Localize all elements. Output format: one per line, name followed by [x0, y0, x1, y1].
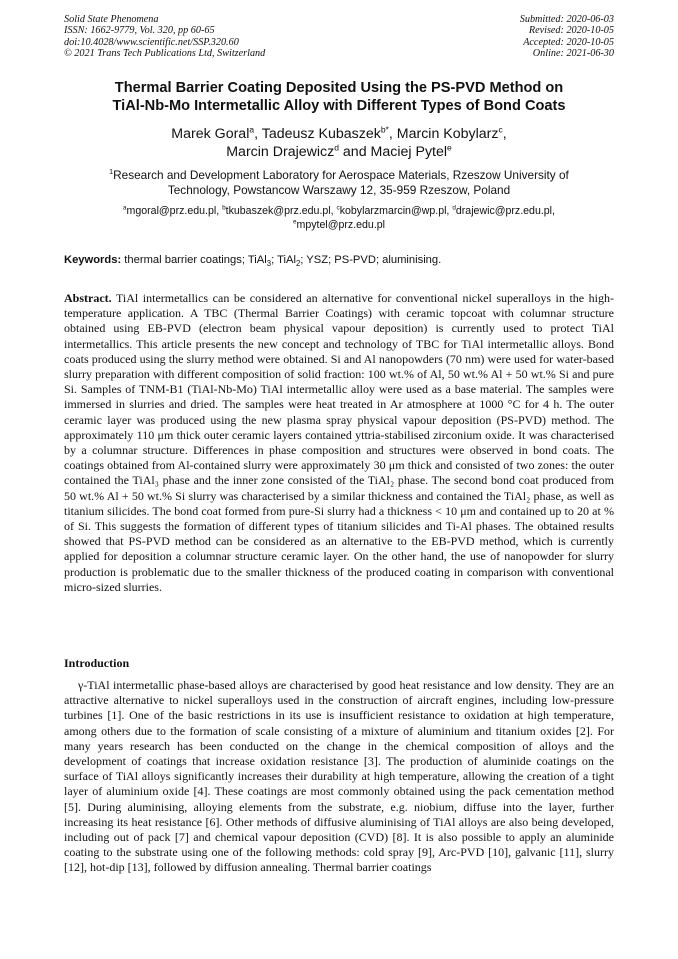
- section-heading-introduction: Introduction: [64, 656, 130, 670]
- keywords-text: ; TiAl: [271, 254, 296, 266]
- journal-copyright: © 2021 Trans Tech Publications Ltd, Switzerland: [64, 48, 266, 60]
- authors-and: and: [342, 144, 367, 160]
- author-emails: [60, 204, 618, 232]
- introduction-paragraph: γ-TiAl intermetallic phase-based alloys are characterised by good heat resistance and low density. They are an attractive alternative to nickel superalloys used in the construction of aircraft engines, including low-pressure turbines [1]. One of the basic restrictions in its use is insufficient resistance to oxidation at high temperature, among others due to the formation of scale consisting of a mixture of aluminium and titanium oxides [2]. For many years research has been conducted on the change in the chemical composition of alloys and the development of coatings that increase oxidation resistance [3]. The production of aluminide coatings on the surface of TiAl alloys significantly increases their durability at high temperature, allowing the creation of a tight layer of aluminium oxide [4]. These coatings are most commonly obtained using the pack cementation method [5]. During aluminising, alloying elements from the substrate, e.g. niobium, diffuse into the layer, further increasing its heat resistance [6]. Other methods of diffusive aluminising of TiAl alloys are also being developed, including out of pack [7] and chemical vapour deposition (CVD) [8]. It is also possible to apply an aluminide coating to the substrate using one of the following methods: cold spray [9], Arc-PVD [10], galvanic [11], slurry [12], hot-dip [13], followed by diffusion annealing. Thermal barrier coatings: [64, 678, 614, 875]
- authors-line-2: [40, 143, 638, 161]
- journal-issn: ISSN: 1662-9779, Vol. 320, pp 60-65: [64, 25, 215, 37]
- keywords-text: thermal barrier coatings; TiAl: [121, 254, 267, 266]
- author-name: Marcin Kobylarz: [396, 126, 499, 142]
- author-mark: b*: [380, 124, 389, 135]
- email-link[interactable]: mgoral@prz.edu.pl,: [126, 205, 220, 217]
- author-name: Marek Goral: [171, 126, 250, 142]
- date-revised: Revised: 2020-10-05: [528, 25, 614, 37]
- publication-dates: [520, 14, 614, 60]
- journal-info: [64, 14, 265, 60]
- journal-doi: doi:10.4028/www.scientific.net/SSP.320.60: [64, 36, 239, 48]
- author-name: Marcin Drajewicz: [226, 144, 335, 160]
- author-mark: c: [498, 124, 503, 135]
- author-mark: d: [334, 142, 339, 153]
- keywords-text: ; YSZ; PS-PVD; aluminising.: [300, 254, 442, 266]
- date-submitted: Submitted: 2020-06-03: [519, 14, 614, 25]
- abstract: [64, 291, 614, 595]
- author-name: Tadeusz Kubaszek: [261, 126, 381, 142]
- email-mark: b: [222, 204, 226, 212]
- date-accepted: Accepted: 2020-10-05: [523, 36, 614, 48]
- author-name: Maciej Pytel: [370, 144, 448, 160]
- email-mark: e: [292, 218, 297, 226]
- author-mark: a: [249, 124, 255, 135]
- email-link[interactable]: tkubaszek@prz.edu.pl,: [225, 205, 334, 217]
- journal-name: Solid State Phenomena: [64, 14, 159, 25]
- abstract-label: Abstract.: [64, 291, 112, 305]
- keywords-subscript: 3: [266, 259, 272, 269]
- author-list: [40, 125, 638, 161]
- affiliation-mark: 1: [109, 168, 114, 177]
- paper-title: [40, 80, 638, 115]
- keywords-label: Keywords:: [64, 254, 122, 266]
- author-mark: e: [447, 142, 452, 153]
- abstract-text: TiAl intermetallics can be considered an alternative for conventional nickel superalloys in the high-temperature application. A TBC (Thermal Barrier Coatings) with ceramic topcoat with columnar structure obtained using EB-PVD (electron beam physical vapour deposition) is currently used to protect TiAl intermetallics. This article presents the new concept and technology of TBC for TiAl intermetallic alloys. Bond coats produced using the slurry method were obtained. Si and Al nanopowders (70 nm) were used for water-based slurry preparation with different composition of solid fraction: 100 wt.% of Al, 50 wt.% Al + 50 wt.% Si and pure Si. Samples of TNM-B1 (TiAl-Nb-Mo) TiAl intermetallic alloy were used as a base material. The samples were immersed in slurries and dried. The samples were heat treated in Ar atmosphere at 1000 °C for 4 h. The outer ceramic layer was produced using the new plasma spray physical vapour deposition (PS-PVD) method. The approximately 110 μm thick outer ceramic layers contained yttria-stabilised zirconium oxide. It was characterised by a columnar structure. Differences in phase composition and structures were observed in bond coats. The coatings obtained from Al-contained slurry were approximately 30 μm thick and consisted of two zones: the outer contained the TiAl₃ phase and the inner zone consisted of the TiAl₂ phase. The second bond coat produced from 50 wt.% Al + 50 wt.% Si slurry was characterised by a similar thickness and contained the TiAl₂ phase, as well as titanium silicides. The bond coat formed from pure-Si slurry had a thickness < 10 μm and contained up to 20 at % of Si. This suggests the formation of different types of titanium silicides and Ti-Al phases. The obtained results showed that PS-PVD method can be considered as an alternative to the EB-PVD method, which is currently applied for deposition a columnar structure ceramic layer. On the other hand, the use of nanopowder for slurry production is problematic due to the smaller thickness of the produced coating in comparison with conventional micro-sized slurries.: [64, 291, 614, 594]
- email-mark: c: [336, 204, 340, 212]
- keywords-subscript: 2: [295, 259, 301, 269]
- date-online: Online: 2021-06-30: [532, 48, 614, 60]
- authors-line-1: Marek Goral$^a$, Tadeusz Kubaszek$^{b*}$, Marcin Kobylarz$^c$,: [171, 124, 507, 142]
- email-mark: d: [452, 204, 456, 212]
- title-line-2: TiAl-Nb-Mo Intermetallic Alloy with Different Types of Bond Coats: [112, 97, 566, 114]
- affiliation: [60, 168, 618, 198]
- email-mark: a: [123, 204, 127, 212]
- title-line-1: Thermal Barrier Coating Deposited Using the PS-PVD Method on: [114, 80, 564, 96]
- email-link[interactable]: drajewic@prz.edu.pl,: [455, 205, 555, 217]
- affiliation-line-1: Research and Development Laboratory for Aerospace Materials, Rzeszow University of: [113, 168, 569, 182]
- keywords: [64, 253, 614, 267]
- email-link[interactable]: kobylarzmarcin@wp.pl,: [339, 205, 450, 217]
- introduction-body: [64, 678, 614, 876]
- email-link[interactable]: mpytel@prz.edu.pl: [296, 219, 386, 231]
- affiliation-line-2: Technology, Powstancow Warszawy 12, 35-959 Rzeszow, Poland: [167, 183, 511, 197]
